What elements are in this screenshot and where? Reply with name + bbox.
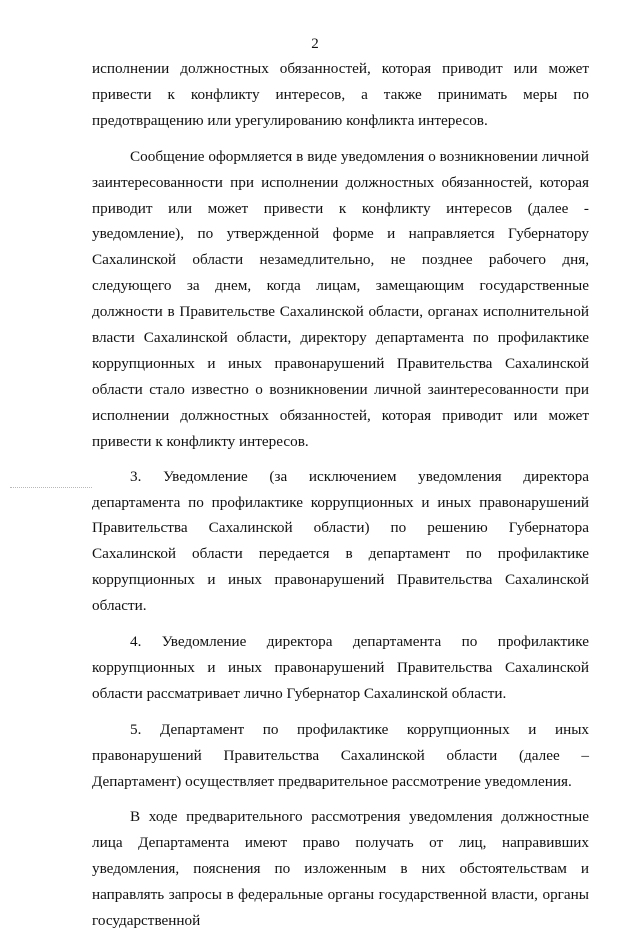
paragraph-continuation: исполнении должностных обязанностей, которая приводит или может привести к конфликту интересов, а также принимать меры по предотвращению или урегулированию конфликта интересов. [92,60,589,129]
paragraph-notification-form: Сообщение оформляется в виде уведомления о возникновении личной заинтересованности при исполнении должностных обязанностей, которая приводит или может привести к конфликту интересов (далее - уведомление), по утвержденной форме и направляется Губернатору Сахалинской области незамедлительно, не позднее рабочего дня, следующего за днем, когда лицам, замещающим государственные должности в Правительстве Сахалинской области, органах исполнительной власти Сахалинской области, директору департамента по профилактике коррупционных и иных правонарушений Правительства Сахалинской области стало известно о возникновении личной заинтересованности при исполнении должностных обязанностей, которая приводит или может привести к конфликту интересов. [92,147,589,450]
paragraph-item-3: 3. Уведомление (за исключением уведомления директора департамента по профилактике коррупционных и иных правонарушений Правительства Сахалинской области) по решению Губернатора Сахалинской области передается в департамент по профилактике коррупционных и иных правонарушений Правительства Сахалинской области. [92,467,589,615]
page-number: 2 [311,36,319,52]
document-body [92,56,589,934]
paragraph-preliminary-review: В ходе предварительного рассмотрения уведомления должностные лица Департамента имеют право получать от лиц, направивших уведомления, пояснения по изложенным в них обстоятельствам и направлять запросы в федеральные органы государственной власти, органы государственной [92,808,589,930]
scan-artifact-dots [10,487,92,492]
paragraph-item-4: 4. Уведомление директора департамента по профилактике коррупционных и иных правонарушений Правительства Сахалинской области рассматривает лично Губернатор Сахалинской области. [92,633,589,702]
paragraph-item-5: 5. Департамент по профилактике коррупционных и иных правонарушений Правительства Сахалинской области (далее – Департамент) осуществляет предварительное рассмотрение уведомления. [92,720,589,790]
